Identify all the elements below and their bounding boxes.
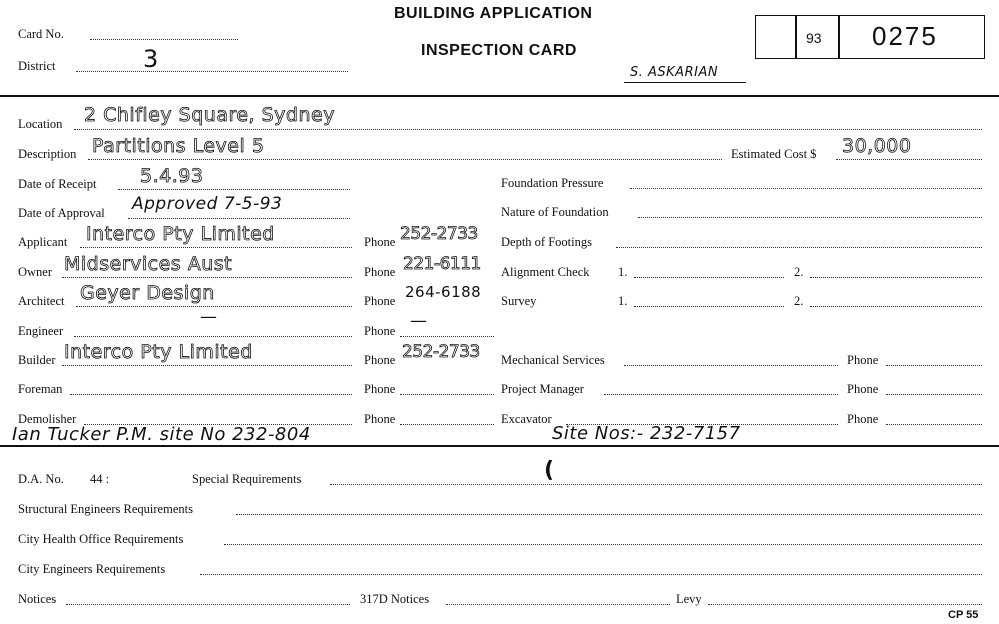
engineer-value: — [200, 307, 218, 327]
estimated-cost-line [836, 159, 982, 160]
title-line-1: BUILDING APPLICATION [394, 5, 593, 22]
date-receipt-line [118, 189, 350, 190]
top-rule [0, 95, 999, 97]
health-label: City Health Office Requirements [18, 532, 184, 546]
builder-phone-label: Phone [364, 353, 396, 367]
survey-2-line [810, 306, 982, 307]
foreman-phone-line [400, 394, 494, 395]
owner-phone-value: 221-6111 [403, 254, 481, 274]
notices-label: Notices [18, 592, 57, 606]
structural-line [236, 514, 982, 515]
engineer-phone-value: — [410, 311, 428, 331]
levy-line [708, 604, 982, 605]
project-manager-phone-label: Phone [847, 382, 879, 396]
bracket-mark: ( [544, 458, 555, 483]
builder-label: Builder [18, 353, 56, 367]
foreman-label: Foreman [18, 382, 63, 396]
da-value: 44 : [90, 472, 110, 486]
applicant-phone-value: 252-2733 [400, 224, 478, 244]
levy-label: Levy [676, 592, 702, 606]
health-line [224, 544, 982, 545]
date-receipt-value: 5.4.93 [140, 165, 204, 187]
notices-317d-label: 317D Notices [360, 592, 430, 606]
card-no-label: Card No. [18, 27, 64, 41]
inspector-signature: S. ASKARIAN [630, 65, 719, 80]
applicant-phone-label: Phone [364, 235, 396, 249]
structural-label: Structural Engineers Requirements [18, 502, 193, 516]
demolisher-phone-line [400, 424, 494, 425]
foundation-pressure-line [630, 188, 982, 189]
note-left: Ian Tucker P.M. site No 232-804 [12, 424, 311, 445]
engineer-line [74, 336, 352, 337]
form-code: CP 55 [948, 609, 979, 621]
project-manager-phone-line [886, 394, 982, 395]
middle-rule [0, 445, 999, 447]
engineer-label: Engineer [18, 324, 64, 338]
demolisher-phone-label: Phone [364, 412, 396, 426]
engineers-line [200, 574, 982, 575]
excavator-phone-label: Phone [847, 412, 879, 426]
applicant-value: Interco Pty Limited [86, 223, 275, 245]
builder-phone-value: 252-2733 [402, 342, 480, 362]
project-manager-label: Project Manager [501, 382, 584, 396]
date-approval-value: Approved 7-5-93 [132, 194, 283, 214]
mechanical-line [624, 365, 838, 366]
notices-line [66, 604, 350, 605]
excavator-phone-line [886, 424, 982, 425]
owner-phone-label: Phone [364, 265, 396, 279]
engineers-label: City Engineers Requirements [18, 562, 166, 576]
description-value: Partitions Level 5 [92, 135, 265, 157]
notices-317d-line [446, 604, 670, 605]
location-line [74, 129, 982, 130]
card-number-box [755, 15, 985, 59]
engineer-phone-label: Phone [364, 324, 396, 338]
depth-footings-line [616, 247, 982, 248]
architect-label: Architect [18, 294, 65, 308]
owner-label: Owner [18, 265, 53, 279]
mechanical-label: Mechanical Services [501, 353, 605, 367]
foreman-phone-label: Phone [364, 382, 396, 396]
architect-phone-value: 264-6188 [405, 283, 482, 301]
box-divider-2 [838, 16, 840, 59]
box-year: 93 [806, 30, 822, 46]
date-approval-label: Date of Approval [18, 206, 105, 220]
alignment-1-line [634, 277, 784, 278]
card-no-line [90, 39, 238, 40]
district-line [76, 71, 348, 72]
architect-value: Geyer Design [80, 282, 215, 304]
mechanical-phone-line [886, 365, 982, 366]
da-label: D.A. No. [18, 472, 64, 486]
note-right: Site Nos:- 232-7157 [552, 423, 741, 444]
mechanical-phone-label: Phone [847, 353, 879, 367]
survey-label: Survey [501, 294, 537, 308]
survey-1: 1. [618, 294, 628, 308]
survey-1-line [634, 306, 784, 307]
depth-footings-label: Depth of Footings [501, 235, 592, 249]
box-divider-1 [795, 16, 797, 59]
engineer-phone-line [400, 336, 494, 337]
owner-value: Midservices Aust [64, 253, 233, 275]
box-number: 0275 [872, 21, 938, 51]
foundation-pressure-label: Foundation Pressure [501, 176, 604, 190]
date-receipt-label: Date of Receipt [18, 177, 97, 191]
title-line-2: INSPECTION CARD [421, 42, 577, 59]
alignment-label: Alignment Check [501, 265, 590, 279]
nature-foundation-label: Nature of Foundation [501, 205, 609, 219]
nature-foundation-line [638, 217, 982, 218]
applicant-line [80, 247, 352, 248]
description-line [88, 159, 722, 160]
alignment-1: 1. [618, 265, 628, 279]
project-manager-line [604, 394, 838, 395]
builder-line [62, 365, 352, 366]
demolisher-label: Demolisher [18, 412, 77, 426]
location-label: Location [18, 117, 63, 131]
foreman-line [70, 394, 352, 395]
estimated-cost-label: Estimated Cost $ [731, 147, 817, 161]
excavator-label: Excavator [501, 412, 552, 426]
district-value: 3 [143, 45, 159, 73]
survey-2: 2. [794, 294, 804, 308]
special-line [330, 484, 982, 485]
applicant-label: Applicant [18, 235, 68, 249]
date-approval-line [128, 218, 350, 219]
alignment-2-line [810, 277, 982, 278]
architect-phone-label: Phone [364, 294, 396, 308]
special-label: Special Requirements [192, 472, 302, 486]
alignment-2: 2. [794, 265, 804, 279]
signature-underline [624, 82, 746, 83]
description-label: Description [18, 147, 77, 161]
estimated-cost-value: 30,000 [842, 135, 912, 157]
builder-value: Interco Pty Limited [64, 341, 253, 363]
location-value: 2 Chifley Square, Sydney [84, 104, 335, 126]
district-label: District [18, 59, 56, 73]
owner-line [62, 277, 352, 278]
